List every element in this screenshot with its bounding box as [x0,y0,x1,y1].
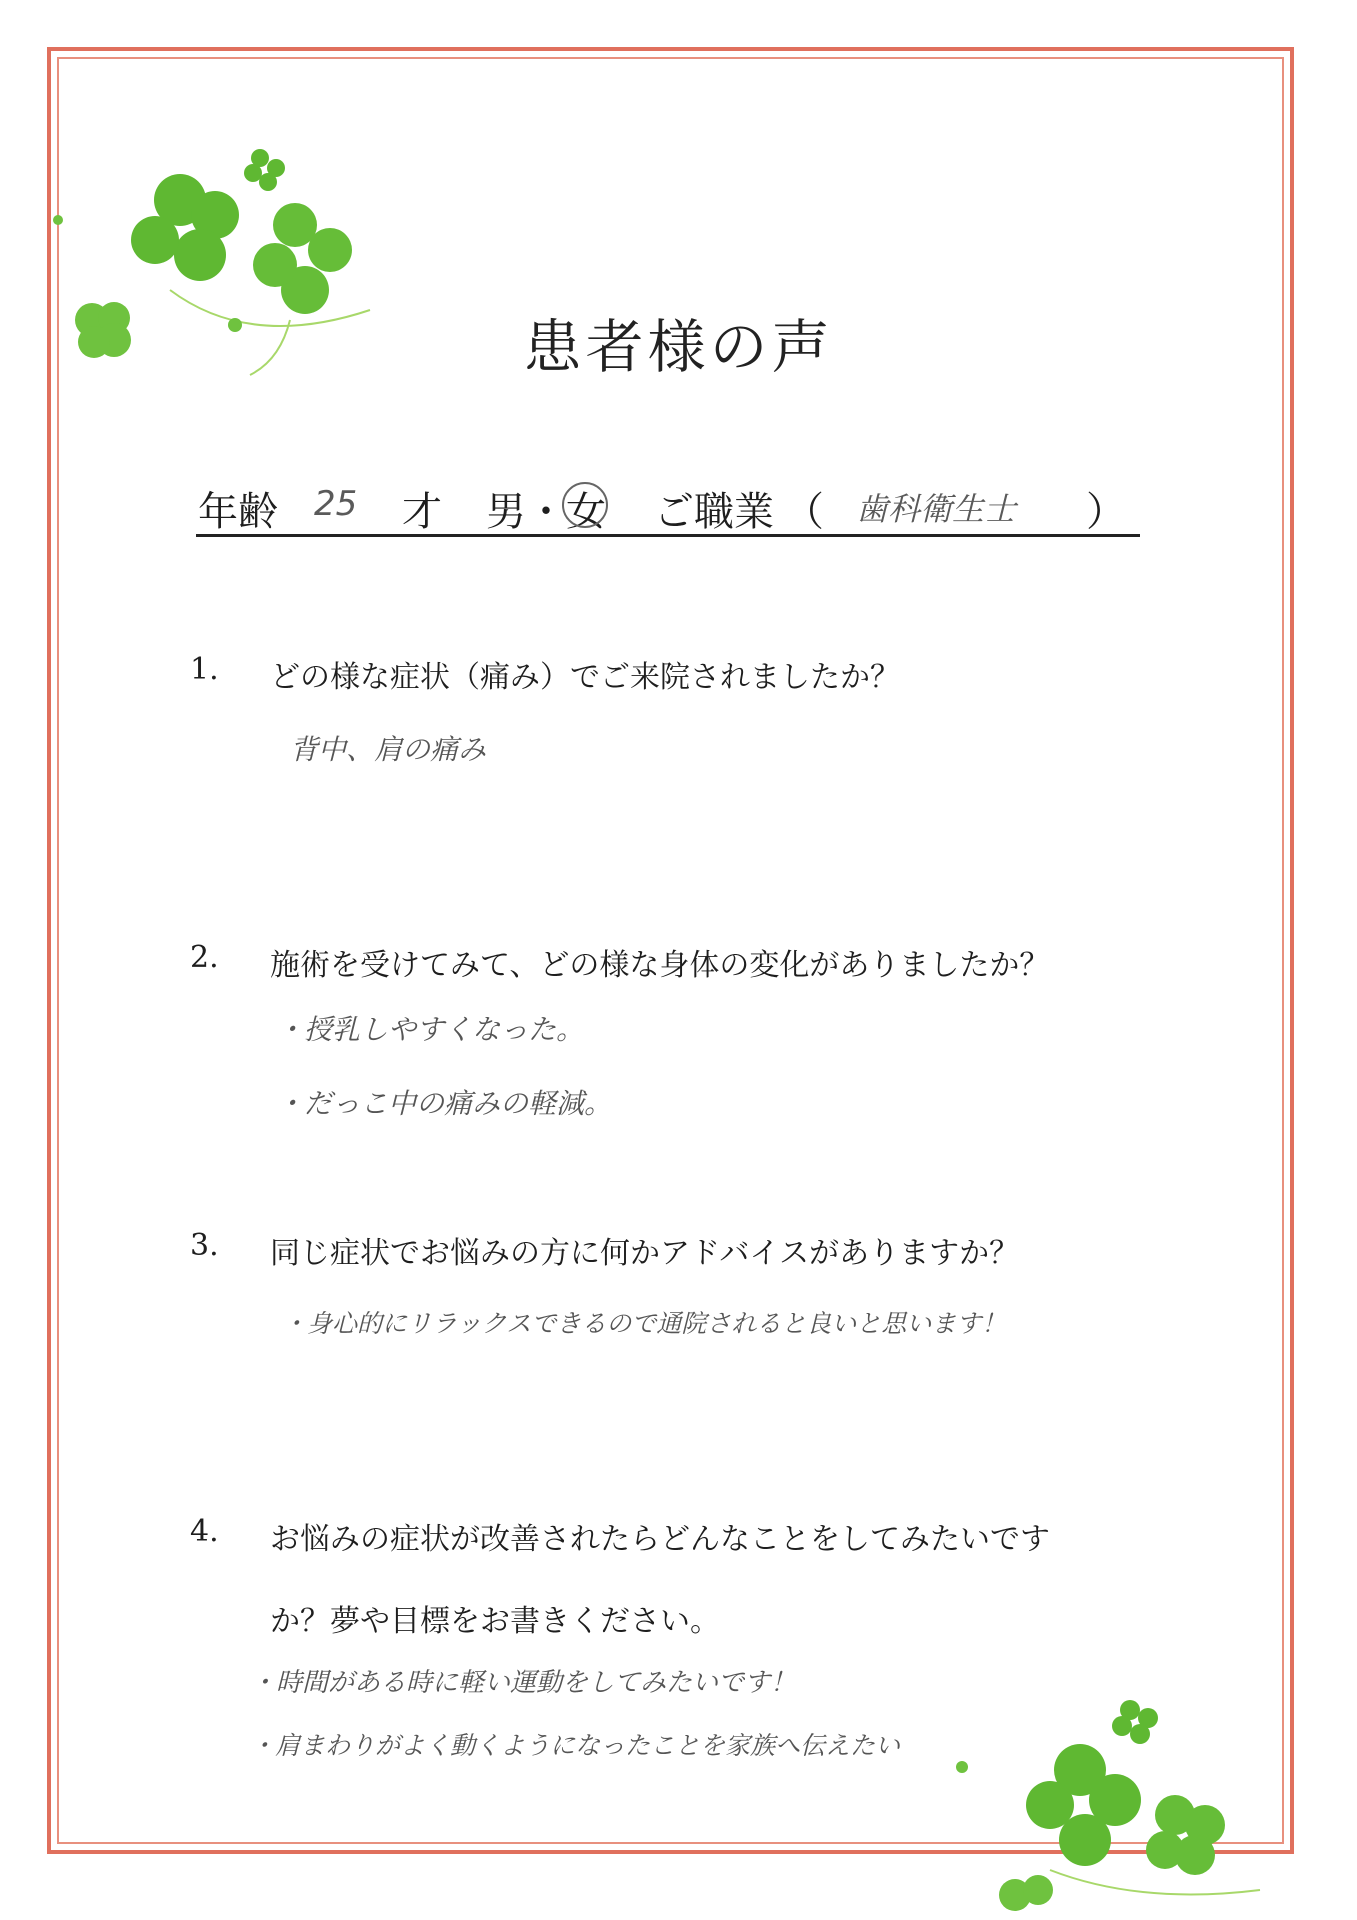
question-text-line-2: か？夢や目標をお書きください。 [270,1604,720,1639]
question-text: どの様な症状（痛み）でご来院されましたか？ [270,660,900,695]
question-number: 1. [190,652,219,687]
question-text: お悩みの症状が改善されたらどんなことをしてみたいです [270,1522,1050,1557]
page-title: 患者様の声 [523,313,834,381]
answer-4-line-1: ・時間がある時に軽い運動をしてみたいです！ [250,1668,797,1698]
answer-4-line-2: ・肩まわりがよく動くようになったことを家族へ伝えたい [250,1731,901,1760]
profile-line [196,472,1140,537]
answer-3-line-1: ・身心的にリラックスできるので通院されると良いと思います！ [282,1309,1007,1338]
occupation-paren-close: ） [1086,489,1126,535]
age-unit: 才 [402,489,442,535]
gender-separator: ・ [526,489,566,535]
question-number: 3. [190,1228,219,1263]
clover-decoration-bottom-right-icon [950,1690,1270,1920]
question-text: 施術を受けてみて、どの様な身体の変化がありましたか？ [270,948,1050,983]
gender-female: 女 [566,489,606,535]
occupation-paren-open: （ [784,489,824,535]
answer-2-line-1: ・授乳しやすくなった。 [276,1013,585,1046]
answer-2-line-2: ・だっこ中の痛みの軽減。 [276,1087,613,1120]
occupation-label: ご職業 [654,489,774,535]
question-number: 4. [190,1514,219,1549]
age-value: 25 [314,484,358,524]
gender-selected-circle [562,482,608,528]
question-text: 同じ症状でお悩みの方に何かアドバイスがありますか？ [270,1236,1020,1271]
answer-1-line-1: 背中、肩の痛み [290,733,487,766]
age-label: 年齢 [198,489,278,535]
question-number: 2. [190,940,219,975]
occupation-value: 歯科衛生士 [856,490,1017,528]
gender-male: 男 [486,489,526,535]
